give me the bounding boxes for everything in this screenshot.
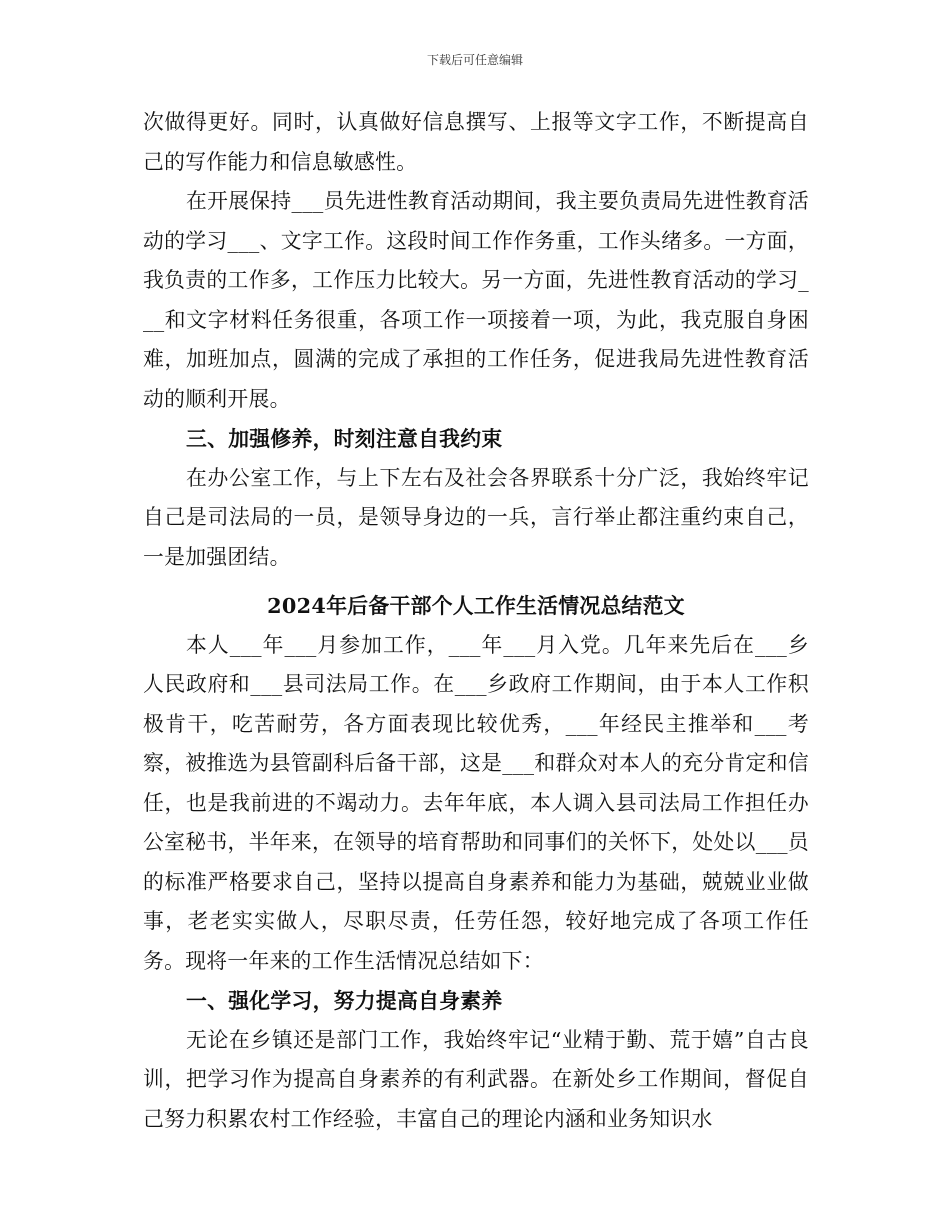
section-heading-study: 一、强化学习，努力提高自身素养 <box>186 988 503 1013</box>
document-title: 2024年后备干部个人工作生活情况总结范文 <box>267 593 685 618</box>
section-heading-self-discipline: 三、加强修养，时刻注意自我约束 <box>186 426 503 451</box>
paragraph-study: 无论在乡镇还是部门工作，我始终牢记“业精于勤、荒于嬉”自古良训，把学习作为提高自身素养的有利武器。在新处乡工作期间，督促自己努力积累农村工作经验，丰富自己的理论内涵和业务知识水 <box>143 1027 809 1131</box>
document-body <box>143 103 809 1139</box>
paragraph-continued: 次做得更好。同时，认真做好信息撰写、上报等文字工作，不断提高自己的写作能力和信息敏感性。 <box>143 110 809 174</box>
paragraph-office-work: 在办公室工作，与上下左右及社会各界联系十分广泛，我始终牢记自己是司法局的一员，是领导身边的一兵，言行举止都注重约束自己，一是加强团结。 <box>143 465 809 569</box>
paragraph-education-activity: 在开展保持___员先进性教育活动期间，我主要负责局先进性教育活动的学习___、文字工作。这段时间工作作务重，工作头绪多。一方面，我负责的工作多，工作压力比较大。另一方面，先进性教育活动的学习___和文字材料任务很重，各项工作一项接着一项，为此，我克服自身困难，加班加点，圆满的完成了承担的工作任务，促进我局先进性教育活动的顺利开展。 <box>143 189 809 411</box>
page-header: 下载后可任意编辑 <box>426 53 523 67</box>
paragraph-personal-intro: 本人___年___月参加工作，___年___月入党。几年来先后在___乡人民政府和___县司法局工作。在___乡政府工作期间，由于本人工作积极肯干，吃苦耐劳，各方面表现比较优秀，___年经民主推举和___考察，被推选为县管副科后备干部，这是___和群众对本人的充分肯定和信任，也是我前进的不竭动力。去年年底，本人调入县司法局工作担任办公室秘书，半年来，在领导的培育帮助和同事们的关怀下，处处以___员的标准严格要求自己，坚持以提高自身素养和能力为基础，兢兢业业做事，老老实实做人，尽职尽责，任劳任怨，较好地完成了各项工作任务。现将一年来的工作生活情况总结如下： <box>143 632 809 973</box>
